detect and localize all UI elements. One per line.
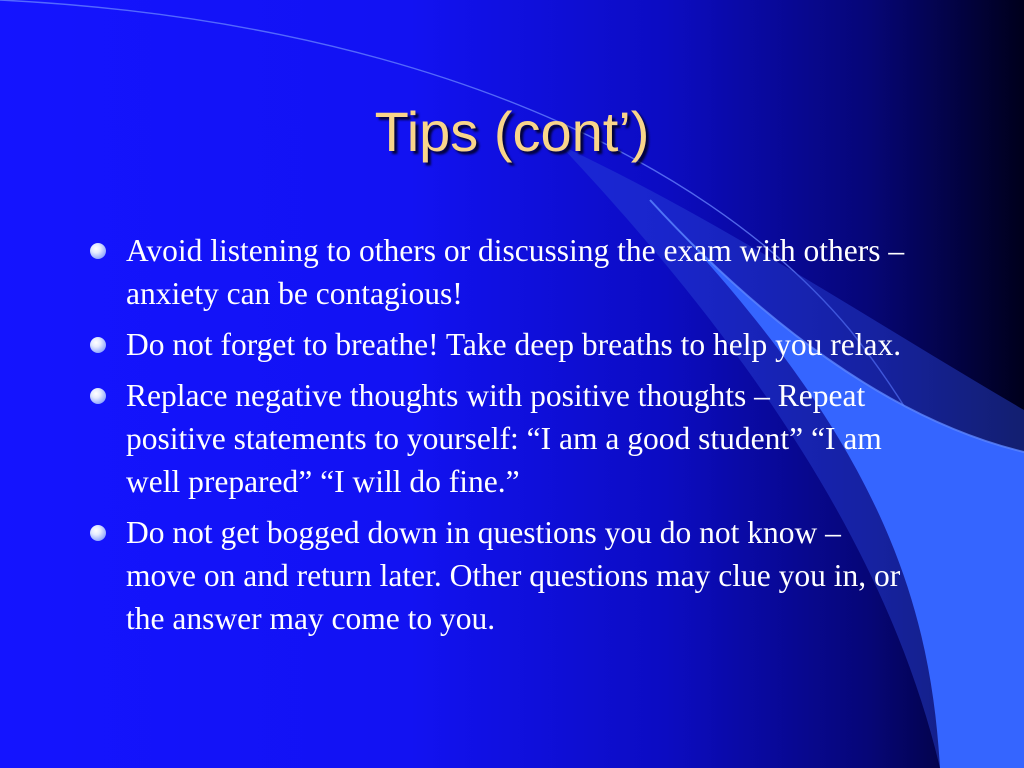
bullet-text: Do not forget to breathe! Take deep breaths to help you relax.	[126, 327, 902, 362]
bullet-item	[88, 374, 918, 503]
bullet-item	[88, 323, 918, 366]
bullet-item	[88, 229, 918, 315]
bullet-text: Replace negative thoughts with positive thoughts – Repeat positive statements to yourself: “I am a good student” “I am well prepared” “I will do fine.”	[126, 378, 882, 499]
bullet-dot-icon	[90, 243, 106, 259]
bullet-text: Do not get bogged down in questions you do not know – move on and return later. Other questions may clue you in, or the answer may come to you.	[126, 515, 901, 636]
bullet-text: Avoid listening to others or discussing the exam with others – anxiety can be contagious!	[126, 233, 905, 311]
slide-title: Tips (cont’)	[374, 100, 650, 163]
bullet-dot-icon	[90, 525, 106, 541]
bullet-dot-icon	[90, 337, 106, 353]
bullet-list	[88, 229, 918, 648]
bullet-dot-icon	[90, 388, 106, 404]
bullet-item	[88, 511, 918, 640]
